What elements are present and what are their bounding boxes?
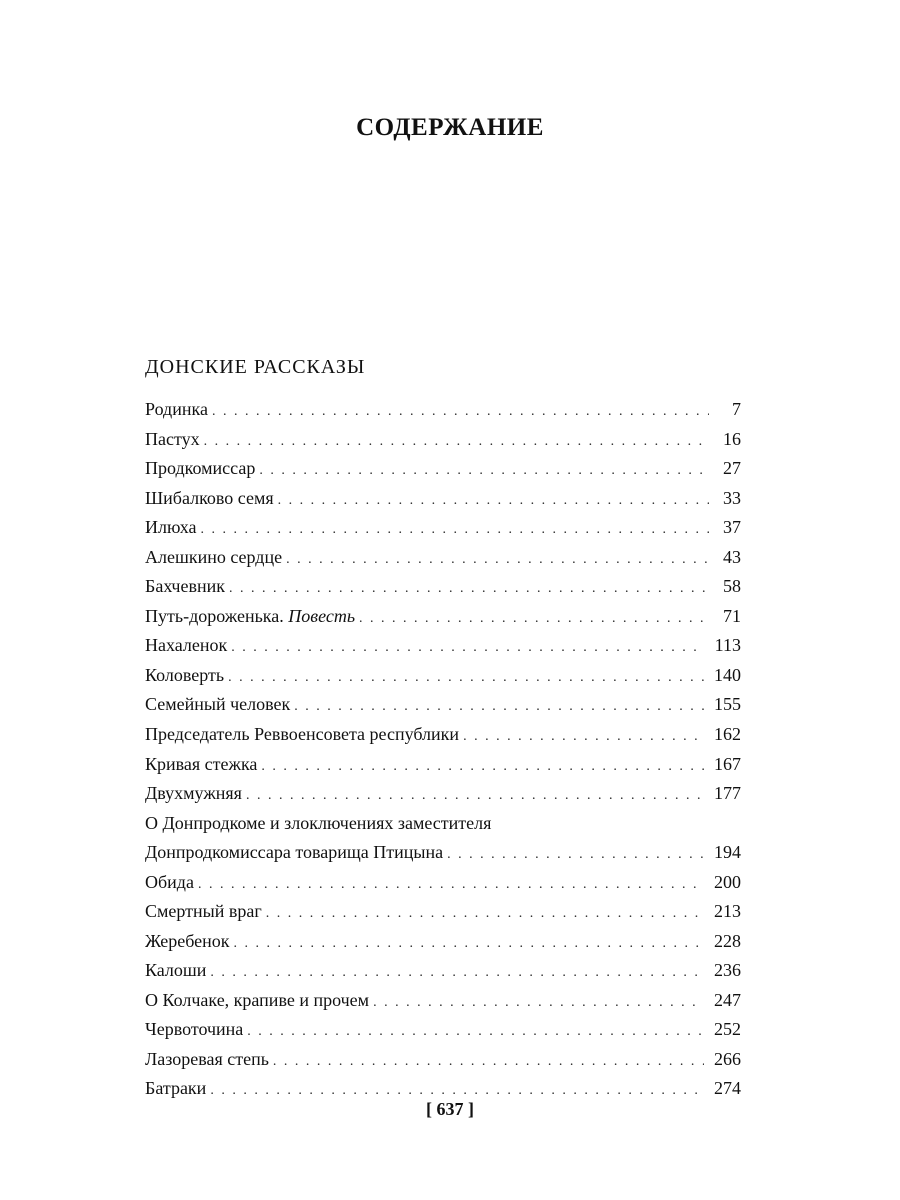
toc-entry-title: Пастух [145,428,200,449]
toc-entry [145,631,741,661]
toc-entry-page: 33 [723,487,741,508]
page-title: СОДЕРЖАНИЕ [356,114,544,141]
toc-entry-page: 155 [714,694,741,715]
section-heading: ДОНСКИЕ РАССКАЗЫ [145,356,366,378]
leader-dots [463,722,704,752]
leader-dots [286,545,709,575]
leader-dots [210,958,704,988]
toc-entry-title: Бахчевник [145,576,225,597]
toc-entry-page: 58 [723,576,741,597]
leader-dots [273,1047,704,1077]
toc-entry [145,572,741,602]
toc-entry-title: Обида [145,871,194,892]
leader-dots [212,397,709,427]
toc-entry-page: 236 [714,960,741,981]
toc-entry-title: Шибалково семя [145,487,274,508]
toc-entry-title: Калоши [145,960,207,981]
toc-entry-page: 200 [714,871,741,892]
toc-entry [145,602,741,632]
toc-entry-title: Коловерть [145,664,225,685]
toc-entry-page: 177 [714,783,741,804]
toc-entry-title: Илюха [145,517,197,538]
toc-entry [145,779,741,809]
toc-entry [145,513,741,543]
leader-dots [229,574,709,604]
toc-entry-page: 266 [714,1048,741,1069]
toc-entry [145,543,741,573]
toc-entry-title: Жеребенок [145,930,230,951]
toc-entry-title: Председатель Реввоенсовета республики [145,724,460,745]
toc-entry-title [145,602,355,632]
table-of-contents [145,395,741,1104]
toc-entry [145,868,741,898]
toc-entry-page: 16 [723,428,741,449]
toc-entry [145,1045,741,1075]
toc-entry [145,956,741,986]
toc-entry-title: Продкомиссар [145,458,256,479]
toc-entry-title: О Колчаке, крапиве и прочем [145,989,370,1010]
toc-entry-page: 167 [714,753,741,774]
toc-entry-page: 213 [714,901,741,922]
leader-dots [233,929,704,959]
leader-dots [373,988,704,1018]
toc-entry-title: Родинка [145,399,208,419]
leader-dots [198,870,704,900]
toc-entry-title: О Донпродкоме и злоключениях заместителя [145,812,492,833]
toc-entry [145,750,741,780]
toc-entry [145,927,741,957]
toc-entry-page: 71 [723,605,741,626]
leader-dots [228,663,704,693]
toc-entry-page: 194 [714,842,741,863]
leader-dots [204,427,709,457]
leader-dots [247,1017,704,1047]
toc-entry-page: 7 [732,399,741,419]
toc-entry [145,454,741,484]
toc-entry [145,484,741,514]
toc-entry-page: 27 [723,458,741,479]
toc-entry-page: 37 [723,517,741,538]
toc-entry-page: 113 [714,635,741,656]
toc-entry [145,425,741,455]
toc-entry-title: Батраки [145,1078,207,1099]
toc-entry [145,1015,741,1045]
leader-dots [259,456,709,486]
toc-entry-page: 228 [714,930,741,951]
leader-dots [294,692,704,722]
leader-dots [278,486,709,516]
leader-dots [266,899,704,929]
toc-entry-page: 274 [714,1078,741,1099]
page-number: [ 637 ] [426,1099,474,1119]
toc-entry [145,395,741,425]
toc-entry [145,690,741,720]
toc-entry-page: 247 [714,989,741,1010]
toc-entry-title: Нахаленок [145,635,228,656]
leader-dots [359,604,709,634]
toc-entry [145,986,741,1016]
toc-entry-title: Смертный враг [145,901,262,922]
toc-entry-title: Кривая стежка [145,753,258,774]
toc-entry [145,809,741,868]
toc-entry-page: 252 [714,1019,741,1040]
leader-dots [246,781,704,811]
toc-entry-title-main: Путь-дороженька. [145,605,284,626]
toc-entry-subtitle: Повесть [288,605,356,626]
toc-entry-title: Семейный человек [145,694,291,715]
toc-entry-title: Алешкино сердце [145,546,283,567]
toc-entry-page: 140 [714,664,741,685]
toc-entry-title-continued: Донпродкомиссара товарища Птицына [145,842,444,863]
toc-entry-title: Двухмужняя [145,783,242,804]
toc-entry [145,661,741,691]
leader-dots [261,752,704,782]
leader-dots [231,633,704,663]
toc-entry-page: 162 [714,724,741,745]
leader-dots [200,515,709,545]
leader-dots [447,840,704,870]
toc-entry-page: 43 [723,546,741,567]
toc-entry [145,897,741,927]
toc-entry-title: Лазоревая степь [145,1048,269,1069]
toc-entry [145,720,741,750]
toc-entry-title: Червоточина [145,1019,244,1040]
